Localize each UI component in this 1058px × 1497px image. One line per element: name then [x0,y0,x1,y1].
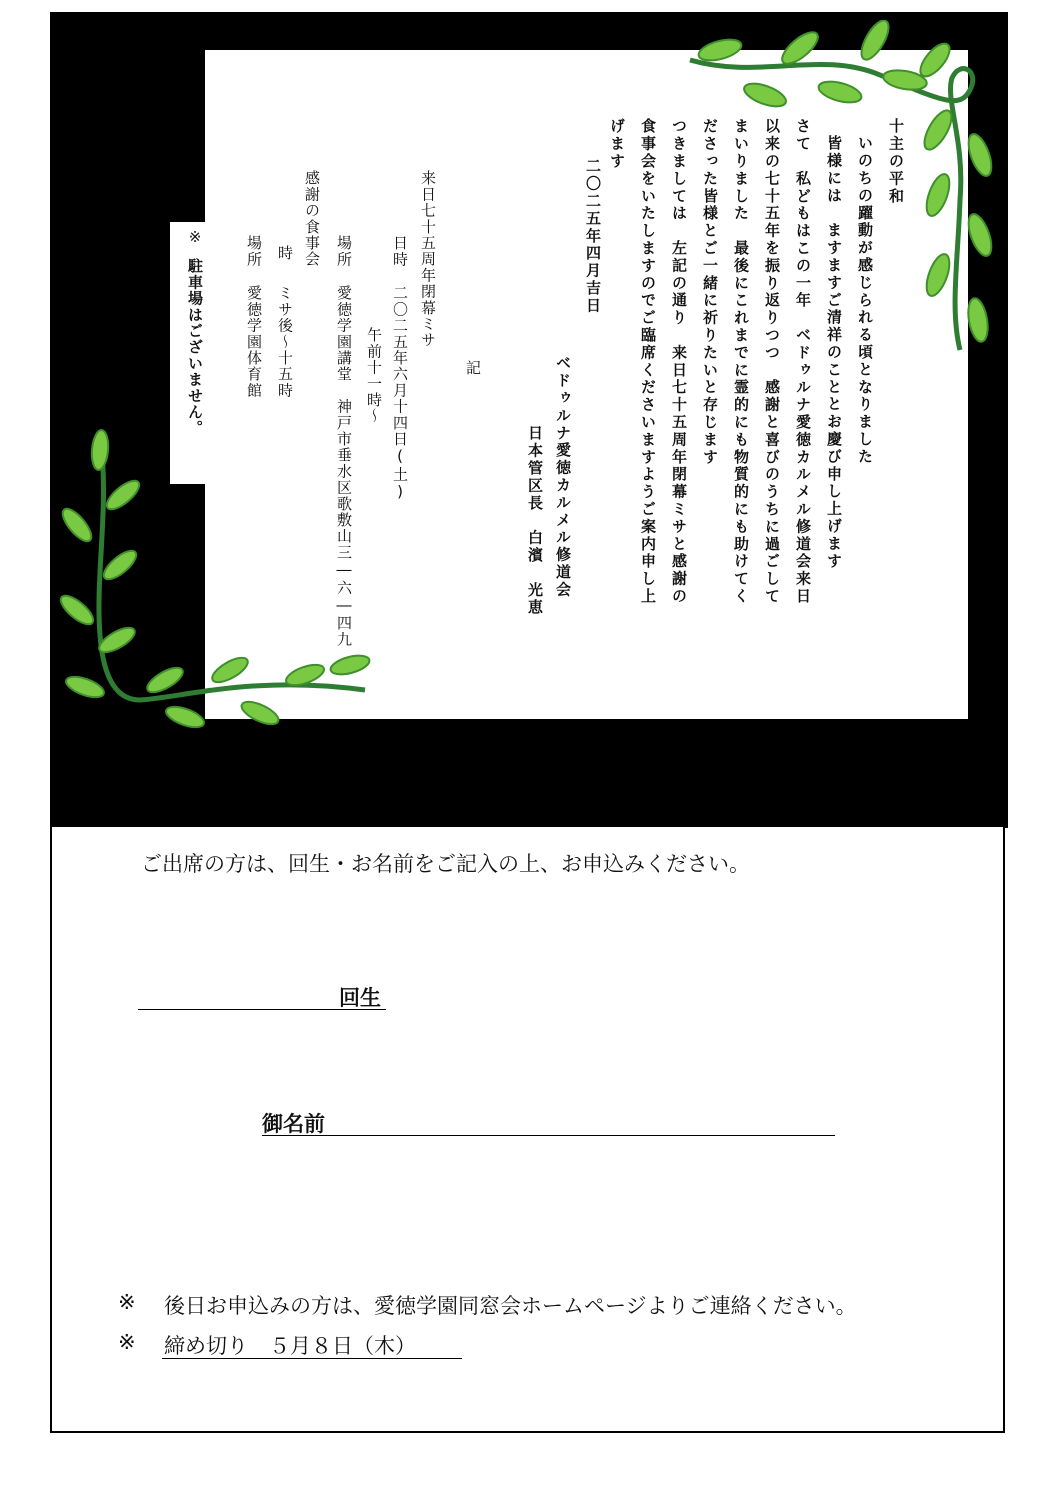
meal-time-label: 時 [276,245,294,262]
letter-line: いのちの躍動が感じられる頃となりました [856,135,874,466]
parking-mark: ※ [186,228,204,248]
ki-heading: 記 [464,360,482,378]
letter-line: 以来の七十五年を振り返りつつ 感謝と喜びのうちに過ごして [763,118,781,606]
mass-date: 二〇二五年六月十四日(土) [391,285,409,502]
letter-line: まいりました 最後にこれまでに霊的にも物質的にも助けてく [732,118,750,606]
name-field[interactable] [262,1135,835,1136]
note1-mark: ※ [118,1290,136,1314]
deadline-underline [162,1358,462,1359]
parking-note: 駐車場はございません。 [186,258,204,437]
letter-line: 食事会をいたしますのでご臨席くださいますようご案内申し上 [639,118,657,606]
meal-place-label: 場所 [245,235,263,268]
letter-line: 皆様には ますますご清祥のこととお慶び申し上げます [825,135,843,570]
note2-mark: ※ [118,1330,136,1354]
form-instruction: ご出席の方は、回生・お名前をご記入の上、お申込みください。 [141,852,750,876]
mass-place: 愛徳学園講堂 神戸市垂水区歌敷山三―六―四九 [335,285,353,648]
letter-line: ださった皆様とご一緒に祈りたいと存じます [701,118,719,466]
letter-line: 十主の平和 [887,118,905,205]
letter-line: げます [608,118,626,171]
meal-time: ミサ後〜十五時 [276,285,294,399]
name-label: 御名前 [262,1112,325,1136]
mass-place-label: 場所 [335,235,353,268]
meal-place: 愛徳学園体育館 [245,285,263,399]
meal-title: 感謝の食事会 [303,170,321,268]
mass-title: 来日七十五周年閉幕ミサ [419,170,437,349]
vine-top-right-icon [680,20,1000,370]
letter-date: 二〇二五年四月吉日 [584,158,602,315]
letter-organization: ベドゥルナ愛徳カルメル修道会 [554,355,572,599]
vine-bottom-left-icon [55,425,385,735]
mass-time: 午前十一時〜 [365,327,383,425]
deadline-note: 締め切り ５月８日（木） [164,1334,416,1358]
late-application-note: 後日お申込みの方は、愛徳学園同窓会ホームページよりご連絡ください。 [164,1294,857,1318]
class-year-label: 回生 [339,986,381,1010]
letter-line: さて 私どもはこの一年 ベドゥルナ愛徳カルメル修道会来日 [794,118,812,606]
mass-datetime-label: 日時 [391,235,409,268]
letter-line: つきましては 左記の通り 来日七十五周年閉幕ミサと感謝の [670,118,688,606]
letter-signer: 日本管区長 白濱 光恵 [526,425,544,617]
